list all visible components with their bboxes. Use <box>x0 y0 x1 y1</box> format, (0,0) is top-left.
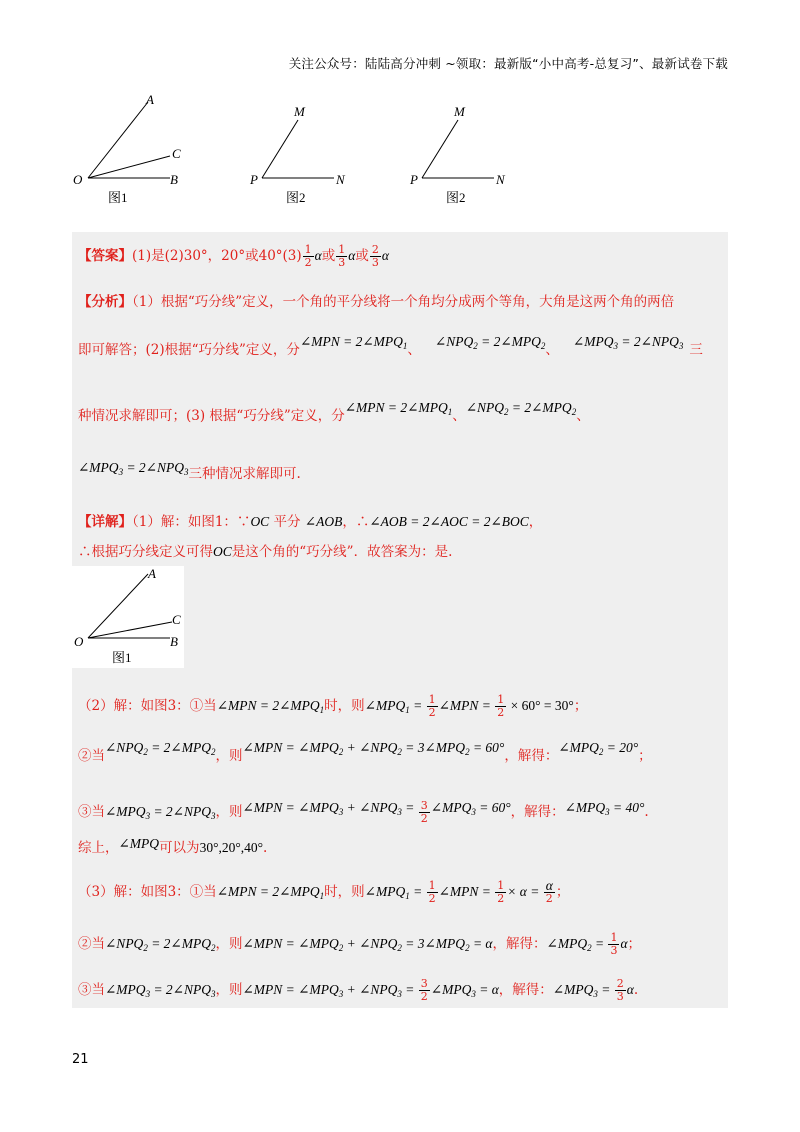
part2-line-2: ②当$\angle NPQ_2$ = $2\angle MPQ_2$，则∠MPN = $\angle MPQ_2$ + $\angle NPQ_2$ = $3\angle MPQ_2 = 60^\circ$，解得：$\angle MPQ_2 = 20^\circ$； <box>78 740 652 764</box>
fig2a-label-p: P <box>250 172 258 187</box>
page-number: 21 <box>72 1052 89 1067</box>
fig1r-label-a: A <box>148 566 156 581</box>
fig2b-caption: 图2 <box>446 190 466 205</box>
page-header: 关注公众号：陆陆高分冲刺 ~领取：最新版“小中高考-总复习”、最新试卷下载 <box>288 56 728 71</box>
fig2a-label-m: M <box>294 104 305 119</box>
part3-line-1: （3）解：如图3：①当∠MPN = $2\angle MPQ_1$时，则$\angle MPQ_1$ = $\frac{1}{2}$ ∠MPN = $\frac{1}{2}$ × α = $\frac{\alpha}{2}$ ； <box>78 878 570 905</box>
part3-line-3: ③当$\angle MPQ_3$ = $2\angle NPQ_3$，则∠MPN = $\angle MPQ_3$ + $\angle NPQ_3$ = $\frac{3}{2}$ $\angle MPQ_3 = \alpha$，解得：$\angle MPQ_3$ = $\frac{2}{3}$ α. <box>78 977 639 1003</box>
answer-frac-1-2: $\frac{1}{2}$ <box>304 243 312 269</box>
figure-1-repeat <box>72 566 184 668</box>
fig1-label-c: C <box>172 146 181 161</box>
figure-2a-diagram <box>248 90 368 210</box>
figures-row <box>73 90 720 220</box>
fig1r-caption: 图1 <box>112 650 132 665</box>
detail-line-2: ∴根据巧分线定义可得OC是这个角的“巧分线”．故答案为：是. <box>78 544 453 560</box>
fig1r-label-o: O <box>74 634 84 649</box>
fig1-label-b: B <box>170 172 178 187</box>
figure-2b-diagram <box>408 90 528 210</box>
part2-line-1: （2）解：如图3：①当∠MPN = $2\angle MPQ_1$时，则$\angle MPQ_1$ = $\frac{1}{2}$ ∠MPN = $\frac{1}{2}$ × 60° = 30°； <box>78 693 588 719</box>
fig2b-label-m: M <box>454 104 465 119</box>
answer-frac-1-3: $\frac{1}{3}$ <box>338 243 346 269</box>
fig1-label-o: O <box>73 172 83 187</box>
answer-tag: 【答案】 <box>78 248 132 264</box>
fig2a-label-n: N <box>336 172 345 187</box>
analysis-line-3: 种情况求解即可；(3) 根据“巧分线”定义，分∠MPN = $2\angle MPQ_1$、$\angle NPQ_2$ = $2\angle MPQ_2$、 <box>78 400 590 424</box>
analysis-tag: 【分析】 <box>78 294 132 310</box>
part3-line-2: ②当$\angle NPQ_2$ = $2\angle MPQ_2$，则∠MPN = $\angle MPQ_2$ + $\angle NPQ_2$ = $3\angle MPQ_2 = \alpha$，解得：$\angle MPQ_2$ = $\frac{1}{3}$ α； <box>78 931 642 957</box>
analysis-line-2: 即可解答；(2)根据“巧分线”定义，分∠MPN = $2\angle MPQ_1$、$\angle NPQ_2$ = $2\angle MPQ_2$、$\angle MPQ_3$ = $2\angle NPQ_3$ 三 <box>78 334 703 358</box>
fig1-label-a: A <box>146 92 154 107</box>
detail-tag: 【详解】 <box>78 514 132 530</box>
answer-line: 【答案】(1)是(2)30°，20°或40°(3) $\frac{1}{2}$ α或 $\frac{1}{3}$ α或 $\frac{2}{3}$ α <box>78 243 389 269</box>
figure-1-repeat-diagram <box>72 566 184 668</box>
fig1-caption: 图1 <box>108 190 128 205</box>
fig2a-caption: 图2 <box>286 190 306 205</box>
fig1r-label-c: C <box>172 612 181 627</box>
figure-1-diagram <box>70 90 220 210</box>
answer-frac-2-3: $\frac{2}{3}$ <box>371 243 379 269</box>
answer-text: (1)是(2)30°，20°或40°(3) <box>132 248 302 264</box>
analysis-line-1: 【分析】（1）根据“巧分线”定义，一个角的平分线将一个角均分成两个等角，大角是这两个角的两倍 <box>78 294 675 310</box>
part2-summary: 综上，∠MPQ可以为30°,20°,40°. <box>78 836 268 856</box>
fig2b-label-n: N <box>496 172 505 187</box>
fig2b-label-p: P <box>410 172 418 187</box>
analysis-line-4: $\angle MPQ_3$ = $2\angle NPQ_3$三种情况求解即可. <box>78 460 301 482</box>
detail-line-1: 【详解】（1）解：如图1：∵OC 平分 ∠AOB，∴∠AOB = 2∠AOC = 2∠BOC， <box>78 514 543 530</box>
fig1r-label-b: B <box>170 634 178 649</box>
part2-line-3: ③当$\angle MPQ_3$ = $2\angle NPQ_3$，则∠MPN = $\angle MPQ_3$ + $\angle NPQ_3$ = $\frac{3}{2}$ $\angle MPQ_3 = 60^\circ$，解得：$\angle MPQ_3 = 40^\circ$. <box>78 799 649 825</box>
